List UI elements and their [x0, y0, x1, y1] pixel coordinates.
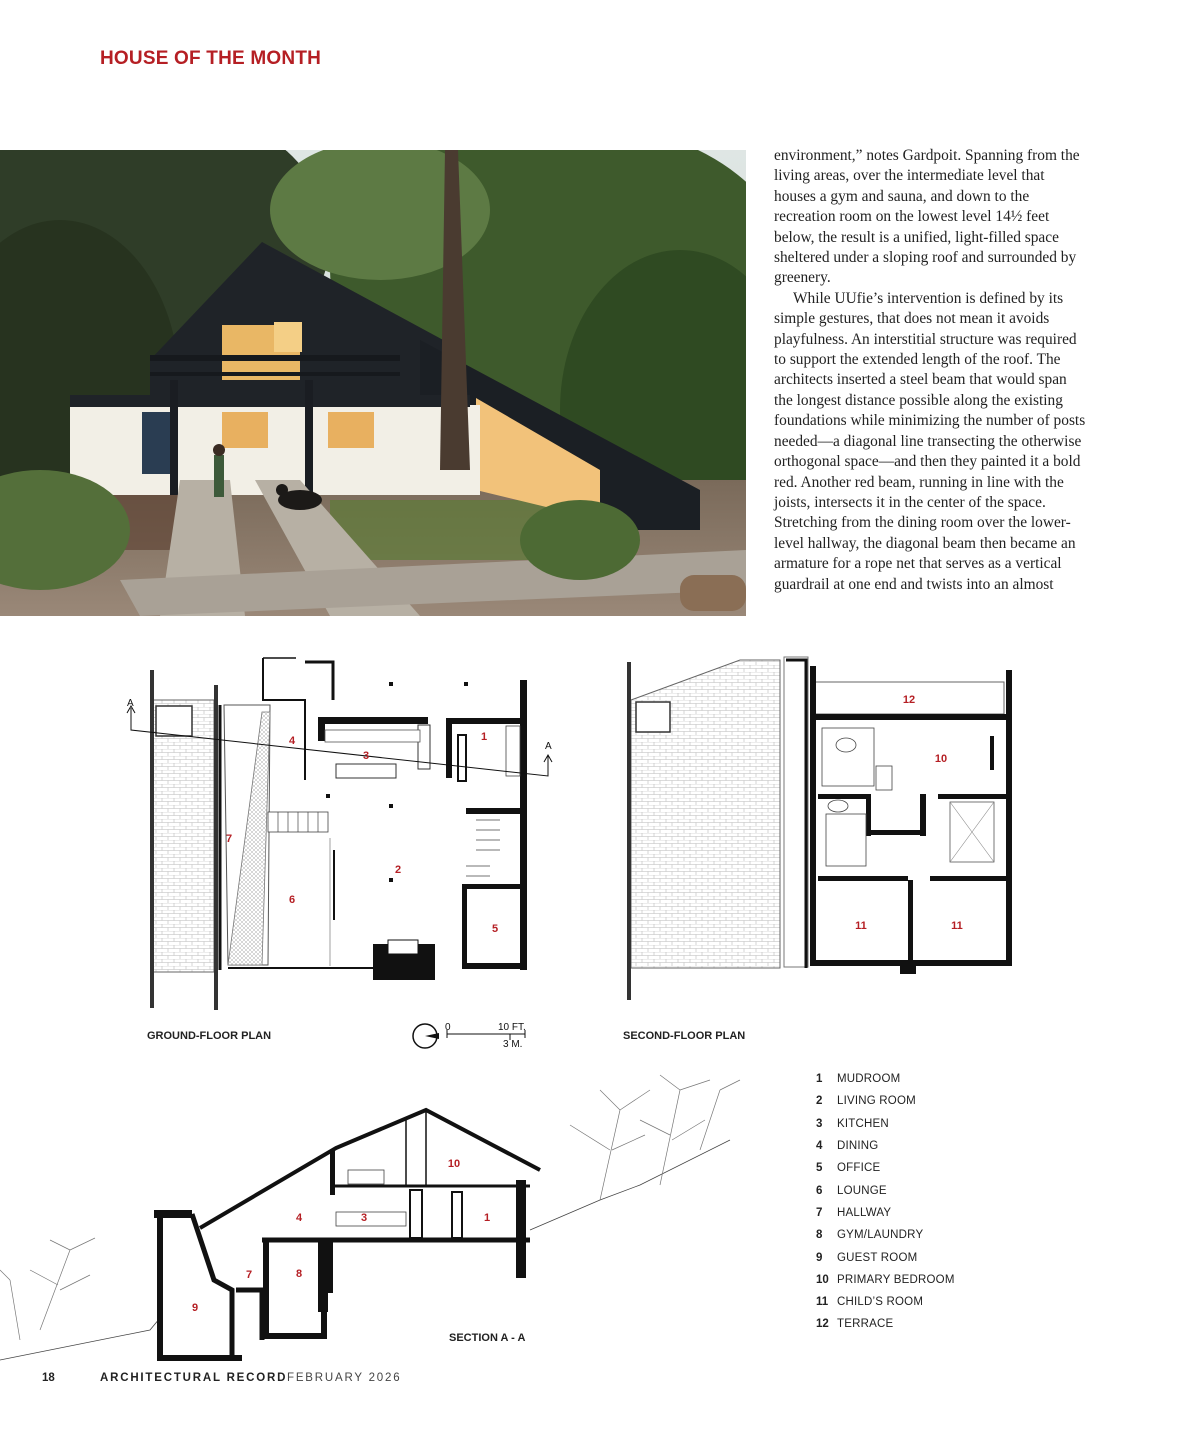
- legend-label: KITCHEN: [837, 1117, 889, 1130]
- legend-number: 5: [816, 1162, 823, 1175]
- room-number: 12: [902, 694, 916, 706]
- legend-number: 7: [816, 1206, 823, 1219]
- magazine-name: ARCHITECTURAL RECORD: [100, 1372, 288, 1384]
- room-number: 5: [491, 923, 499, 935]
- ground-floor-plan-label: GROUND-FLOOR PLAN: [147, 1030, 272, 1042]
- legend-item: [812, 1068, 1052, 1090]
- section-marker: A: [127, 698, 134, 709]
- room-number: 6: [288, 894, 296, 906]
- section-heading: HOUSE OF THE MONTH: [100, 48, 322, 69]
- legend-number: 11: [816, 1296, 829, 1309]
- house-photo-illustration: [0, 150, 746, 616]
- article-paragraph: environment,” notes Gardpoit. Spanning from the living areas, over the intermediate level that houses a gym and sauna, and down to the recreation room on the lowest level 14½ feet below, the result is a unified, light-filled space sheltered under a sloping roof and surrounded by greenery.: [774, 147, 1080, 287]
- legend-item: [812, 1157, 1052, 1179]
- room-number: 11: [951, 920, 963, 932]
- legend-label: HALLWAY: [837, 1206, 892, 1219]
- legend-label: LIVING ROOM: [837, 1095, 916, 1108]
- legend-number: 10: [816, 1273, 829, 1286]
- room-number: 4: [288, 735, 296, 747]
- section-label: SECTION A - A: [449, 1332, 526, 1344]
- second-floor-plan: [627, 657, 1012, 1000]
- second-floor-plan-label: SECOND-FLOOR PLAN: [623, 1030, 746, 1042]
- legend-label: OFFICE: [837, 1162, 881, 1175]
- legend-item: [812, 1313, 1052, 1335]
- room-legend: [812, 1068, 1052, 1336]
- legend-item: [812, 1269, 1052, 1291]
- article-body: [774, 146, 1086, 595]
- room-number: 2: [394, 864, 402, 876]
- scale-zero: 0: [445, 1022, 451, 1033]
- room-number: 1: [480, 731, 488, 743]
- page-footer: [42, 1372, 542, 1388]
- legend-item: [812, 1113, 1052, 1135]
- legend-label: GUEST ROOM: [837, 1251, 918, 1264]
- legend-label: CHILD’S ROOM: [837, 1296, 924, 1309]
- room-number: 3: [362, 750, 370, 762]
- article-paragraph: While UUfie’s intervention is defined by its simple gestures, that does not mean it avoids playfulness. An interstitial structure was required to support the extended length of the roof. The architects inserted a steel beam that would span the longest distance possible along the existing foundations while minimizing the number of posts needed—a diagonal line transecting the otherwise orthogonal space—and then they painted it a bold red. Another red beam, running in line with the joists, intersects it in the center of the space. Stretching from the dining room over the lower-level hallway, the diagonal beam then became an armature for a rope net that serves as a vertical guardrail at one end and twists into an almost: [774, 289, 1086, 593]
- room-number: 1: [483, 1212, 491, 1224]
- section-a-a: [0, 1075, 740, 1360]
- scale-feet: 10 FT.: [498, 1022, 526, 1033]
- legend-number: 12: [816, 1318, 829, 1331]
- legend-item: [812, 1224, 1052, 1246]
- legend-number: 8: [816, 1229, 823, 1242]
- house-exterior-photo: [0, 150, 746, 616]
- legend-label: LOUNGE: [837, 1184, 887, 1197]
- legend-item: [812, 1246, 1052, 1268]
- room-number: 10: [934, 753, 948, 765]
- legend-label: MUDROOM: [837, 1073, 901, 1086]
- room-number: 3: [360, 1212, 368, 1224]
- room-number: 8: [295, 1268, 303, 1280]
- ground-floor-plan: [127, 658, 552, 1010]
- legend-label: DINING: [837, 1140, 879, 1153]
- legend-item: [812, 1202, 1052, 1224]
- legend-item: [812, 1291, 1052, 1313]
- room-number: 10: [447, 1158, 461, 1170]
- page-number: 18: [42, 1372, 55, 1384]
- legend-label: PRIMARY BEDROOM: [837, 1273, 955, 1286]
- legend-number: 1: [816, 1073, 823, 1086]
- legend-label: TERRACE: [837, 1318, 894, 1331]
- legend-number: 4: [816, 1140, 823, 1153]
- section-marker: A: [545, 741, 552, 752]
- room-number: 7: [225, 833, 233, 845]
- legend-item: [812, 1135, 1052, 1157]
- room-number: 9: [191, 1302, 199, 1314]
- scale-meters: 3 M.: [503, 1039, 523, 1050]
- scale-bar: [413, 1022, 526, 1050]
- legend-item: [812, 1179, 1052, 1201]
- room-number: 7: [245, 1269, 253, 1281]
- room-number: 11: [855, 920, 867, 932]
- legend-number: 6: [816, 1184, 823, 1197]
- room-number: 4: [295, 1212, 303, 1224]
- issue-date: FEBRUARY 2026: [287, 1372, 402, 1384]
- legend-number: 2: [816, 1095, 823, 1108]
- legend-number: 9: [816, 1251, 823, 1264]
- legend-item: [812, 1090, 1052, 1112]
- legend-label: GYM/LAUNDRY: [837, 1229, 924, 1242]
- legend-number: 3: [816, 1117, 823, 1130]
